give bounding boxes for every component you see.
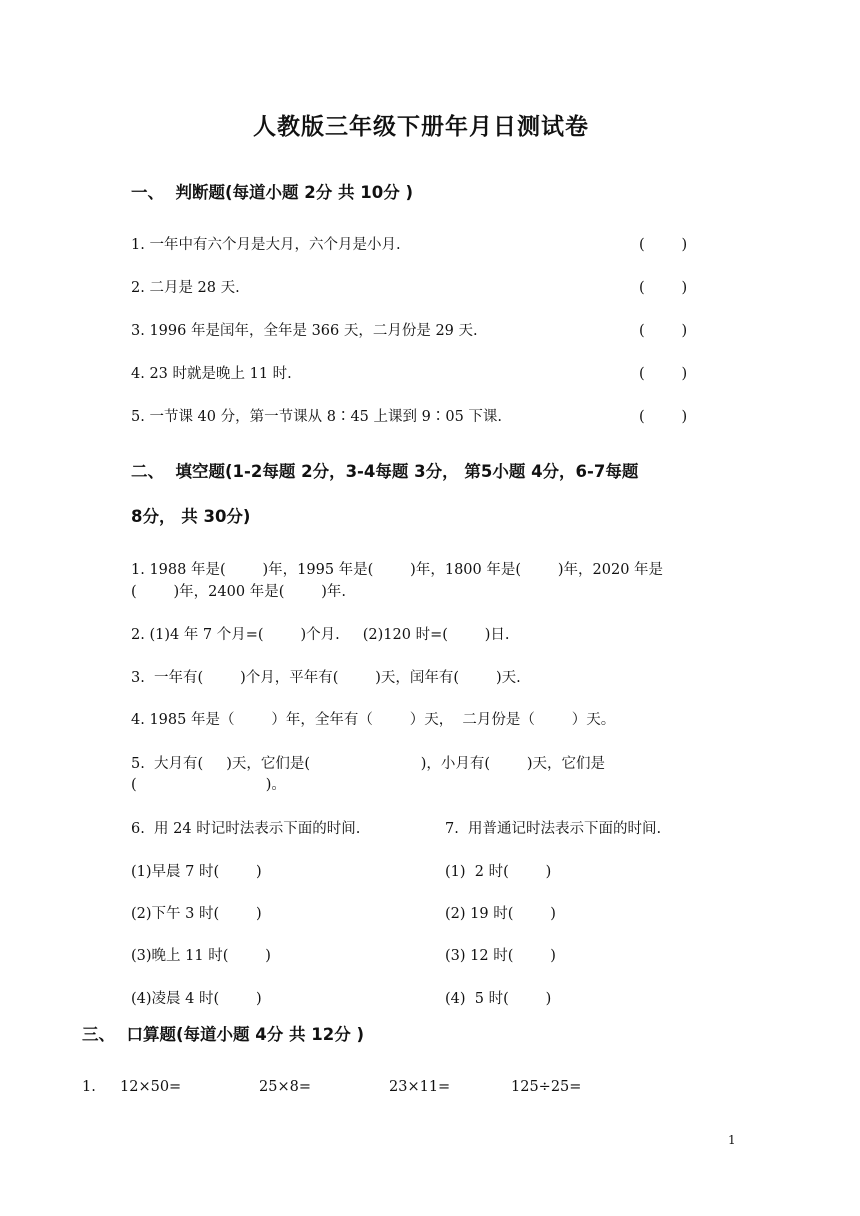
s1-answer-blank-1: ( ) xyxy=(639,237,688,253)
s2-q6-item-2: (2)下午 3 时( ) xyxy=(131,906,262,922)
s1-question-2: 2. 二月是 28 天. xyxy=(131,280,240,296)
section3-heading: 三、 口算题(每道小题 4分 共 12分 ) xyxy=(82,1025,364,1044)
s2-q6-item-3: (3)晚上 11 时( ) xyxy=(131,948,271,964)
s2-question-2: 2. (1)4 年 7 个月=( )个月. (2)120 时=( )日. xyxy=(131,627,510,643)
page-number: 1 xyxy=(728,1133,736,1147)
s3-row1-item-2: 25×8= xyxy=(259,1079,311,1095)
s1-answer-blank-5: ( ) xyxy=(639,409,688,425)
s2-q7-item-3: (3) 12 时( ) xyxy=(445,948,556,964)
section2-heading-line2: 8分， 共 30分) xyxy=(131,507,251,526)
s1-question-4: 4. 23 时就是晚上 11 时. xyxy=(131,366,292,382)
s1-question-3: 3. 1996 年是闰年，全年是 366 天，二月份是 29 天. xyxy=(131,323,478,339)
section1-heading: 一、 判断题(每道小题 2分 共 10分 ) xyxy=(131,183,413,202)
s2-q7-item-1: (1) 2 时( ) xyxy=(445,864,552,880)
s2-question-7-title: 7. 用普通记时法表示下面的时间. xyxy=(445,821,662,837)
s1-answer-blank-2: ( ) xyxy=(639,280,688,296)
s2-question-3: 3. 一年有( )个月，平年有( )天，闰年有( )天. xyxy=(131,670,521,686)
s2-q6-item-1: (1)早晨 7 时( ) xyxy=(131,864,262,880)
s2-q7-item-4: (4) 5 时( ) xyxy=(445,991,552,1007)
s2-q7-item-2: (2) 19 时( ) xyxy=(445,906,556,922)
s3-row1-label: 1. xyxy=(82,1079,96,1095)
page-title: 人教版三年级下册年月日测试卷 xyxy=(253,114,589,140)
s1-question-1: 1. 一年中有六个月是大月，六个月是小月. xyxy=(131,237,401,253)
s3-row1-item-4: 125÷25= xyxy=(511,1079,582,1095)
s1-question-5: 5. 一节课 40 分，第一节课从 8∶45 上课到 9∶05 下课. xyxy=(131,409,503,425)
s2-question-4: 4. 1985 年是（ ）年，全年有（ ）天， 二月份是（ ）天。 xyxy=(131,712,616,728)
s1-answer-blank-4: ( ) xyxy=(639,366,688,382)
s2-q6-item-4: (4)凌晨 4 时( ) xyxy=(131,991,262,1007)
s2-question-5-line1: 5. 大月有( )天，它们是( )，小月有( )天，它们是 xyxy=(131,756,606,772)
s1-answer-blank-3: ( ) xyxy=(639,323,688,339)
s3-row1-item-3: 23×11= xyxy=(389,1079,451,1095)
s2-question-6-title: 6. 用 24 时记时法表示下面的时间. xyxy=(131,821,361,837)
s2-question-5-line2: ( )。 xyxy=(131,777,286,793)
s2-question-1-line1: 1. 1988 年是( )年，1995 年是( )年，1800 年是( )年，2020 年是 xyxy=(131,562,664,578)
s2-question-1-line2: ( )年，2400 年是( )年. xyxy=(131,584,346,600)
s3-row1-item-1: 12×50= xyxy=(120,1079,182,1095)
section2-heading-line1: 二、 填空题(1-2每题 2分，3-4每题 3分， 第5小题 4分，6-7每题 xyxy=(131,462,639,481)
